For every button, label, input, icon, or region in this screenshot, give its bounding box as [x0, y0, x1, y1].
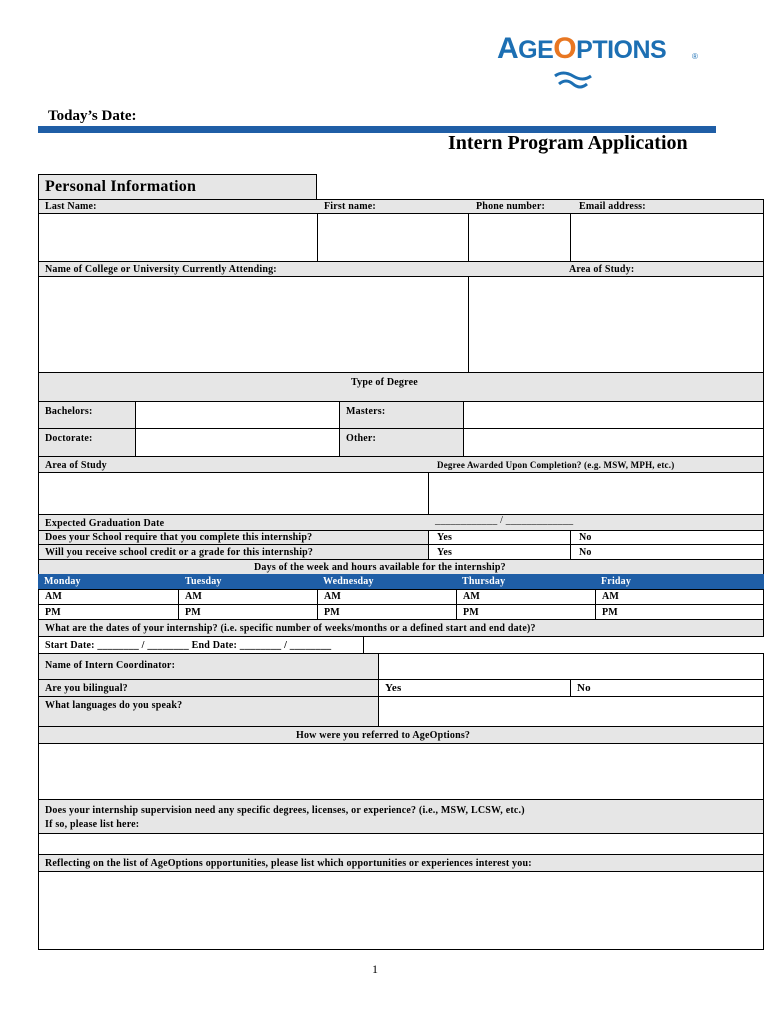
bachelors-field[interactable] — [135, 401, 340, 429]
reflecting-field[interactable] — [38, 871, 764, 950]
credit-question-cell — [38, 544, 429, 560]
days-header-row — [38, 574, 764, 590]
day-tuesday: Tuesday — [185, 576, 222, 587]
thursday-pm-cell[interactable] — [456, 604, 596, 620]
bilingual-question: Are you bilingual? — [45, 683, 128, 694]
masters-label: Masters: — [346, 406, 386, 417]
availability-row — [38, 559, 764, 575]
friday-am-cell[interactable] — [595, 589, 764, 605]
bilingual-no-label: No — [577, 682, 591, 694]
area-of-study-degree-field[interactable] — [38, 472, 429, 515]
pm-label: PM — [185, 607, 201, 618]
type-of-degree-label: Type of Degree — [351, 377, 418, 388]
todays-date-label: Today’s Date: — [48, 108, 137, 124]
area-of-study-label: Area of Study: — [569, 264, 635, 275]
start-end-date-field[interactable] — [38, 636, 364, 654]
monday-pm-cell[interactable] — [38, 604, 179, 620]
degree-awarded-field[interactable] — [428, 472, 764, 515]
supervision-question: Does your internship supervision need any specific degrees, licenses, or experience? (i.e., MSW, LCSW, etc.) — [45, 805, 525, 816]
day-friday: Friday — [601, 576, 632, 587]
college-field[interactable] — [38, 276, 469, 373]
credit-no-cell[interactable] — [570, 544, 764, 560]
doctorate-label-cell — [38, 428, 136, 457]
phone-field[interactable] — [468, 213, 571, 262]
require-no-cell[interactable] — [570, 530, 764, 545]
supervision-field[interactable] — [38, 833, 764, 855]
bilingual-yes-label: Yes — [385, 682, 402, 694]
tuesday-pm-cell[interactable] — [178, 604, 318, 620]
pm-label: PM — [45, 607, 61, 618]
page-number: 1 — [372, 962, 378, 976]
type-of-degree-row — [38, 372, 764, 402]
coordinator-label: Name of Intern Coordinator: — [45, 660, 176, 671]
reflecting-question: Reflecting on the list of AgeOptions opportunities, please list which opportunities or experiences interest you: — [45, 858, 532, 869]
personal-info-title: Personal Information — [45, 178, 197, 195]
credit-yes-cell[interactable] — [428, 544, 571, 560]
wave-icon — [553, 70, 593, 92]
friday-pm-cell[interactable] — [595, 604, 764, 620]
wednesday-pm-cell[interactable] — [317, 604, 457, 620]
last-name-label: Last Name: — [45, 201, 97, 212]
languages-label-cell — [38, 696, 379, 727]
college-labels-row — [38, 261, 764, 277]
bilingual-yes-cell[interactable] — [378, 679, 571, 697]
availability-question: Days of the week and hours available for the internship? — [254, 562, 506, 573]
languages-field[interactable] — [378, 696, 764, 727]
require-no-label: No — [579, 532, 592, 543]
require-question-cell — [38, 530, 429, 545]
am-label: AM — [463, 591, 481, 602]
am-label: AM — [324, 591, 342, 602]
tuesday-am-cell[interactable] — [178, 589, 318, 605]
area-of-study-field[interactable] — [468, 276, 764, 373]
other-label-cell — [339, 428, 464, 457]
other-label: Other: — [346, 433, 377, 444]
wednesday-am-cell[interactable] — [317, 589, 457, 605]
monday-am-cell[interactable] — [38, 589, 179, 605]
first-name-label: First name: — [324, 201, 376, 212]
referral-question: How were you referred to AgeOptions? — [296, 730, 471, 741]
require-yes-label: Yes — [437, 532, 453, 543]
page-title: Intern Program Application — [448, 132, 688, 154]
credit-yes-label: Yes — [437, 547, 453, 558]
graduation-date-line[interactable]: ____________ / _____________ — [435, 515, 574, 526]
dates-question: What are the dates of your internship? (i.e. specific number of weeks/months or a defined start and end date)? — [45, 623, 536, 634]
other-field[interactable] — [463, 428, 764, 457]
email-field[interactable] — [570, 213, 764, 262]
require-question: Does your School require that you complete this internship? — [45, 532, 313, 543]
credit-no-label: No — [579, 547, 592, 558]
email-label: Email address: — [579, 201, 646, 212]
bilingual-label-cell — [38, 679, 379, 697]
referral-row — [38, 726, 764, 744]
area-of-study-degree-label: Area of Study — [45, 460, 107, 471]
referral-field[interactable] — [38, 743, 764, 800]
masters-field[interactable] — [463, 401, 764, 429]
ageoptions-logo — [497, 30, 707, 100]
personal-info-header — [38, 174, 317, 200]
doctorate-label: Doctorate: — [45, 433, 93, 444]
credit-question: Will you receive school credit or a grade for this internship? — [45, 547, 314, 558]
college-label: Name of College or University Currently Attending: — [45, 264, 277, 275]
languages-question: What languages do you speak? — [45, 700, 183, 711]
coordinator-label-cell — [38, 653, 379, 680]
registered-mark: ® — [692, 52, 698, 61]
expected-graduation-label: Expected Graduation Date — [45, 518, 165, 529]
dates-question-row — [38, 619, 764, 637]
bachelors-label: Bachelors: — [45, 406, 93, 417]
supervision-list-label: If so, please list here: — [45, 819, 140, 830]
pm-label: PM — [463, 607, 479, 618]
pm-label: PM — [324, 607, 340, 618]
masters-label-cell — [339, 401, 464, 429]
coordinator-field[interactable] — [378, 653, 764, 680]
day-monday: Monday — [44, 576, 81, 587]
degree-awarded-label: Degree Awarded Upon Completion? (e.g. MSW, MPH, etc.) — [437, 460, 675, 470]
require-yes-cell[interactable] — [428, 530, 571, 545]
bilingual-no-cell[interactable] — [570, 679, 764, 697]
personal-labels-row — [38, 199, 764, 214]
am-label: AM — [602, 591, 620, 602]
supervision-row — [38, 799, 764, 834]
graduation-row — [38, 514, 764, 531]
am-label: AM — [45, 591, 63, 602]
bachelors-label-cell — [38, 401, 136, 429]
doctorate-field[interactable] — [135, 428, 340, 457]
phone-label: Phone number: — [476, 201, 545, 212]
start-end-date-label: Start Date: ________ / ________ End Date: ________ / ________ — [45, 640, 332, 651]
day-wednesday: Wednesday — [323, 576, 374, 587]
day-thursday: Thursday — [462, 576, 506, 587]
last-name-field[interactable] — [38, 213, 318, 262]
area-degree-labels-row — [38, 456, 764, 473]
reflecting-row — [38, 854, 764, 872]
am-label: AM — [185, 591, 203, 602]
pm-label: PM — [602, 607, 618, 618]
logo-wordmark: AGEOPTIONS — [497, 32, 667, 65]
first-name-field[interactable] — [317, 213, 469, 262]
thursday-am-cell[interactable] — [456, 589, 596, 605]
